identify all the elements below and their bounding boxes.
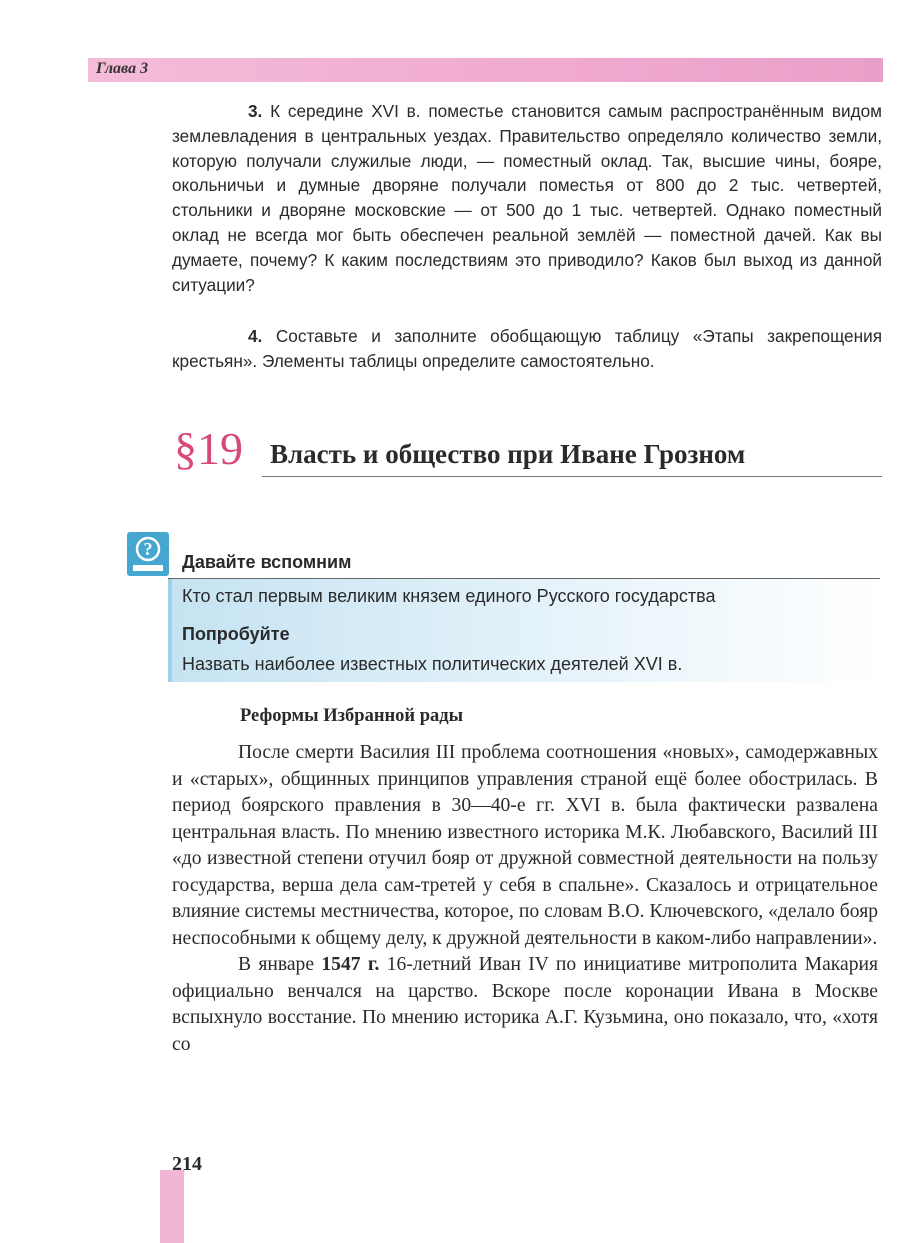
section-number: §19 <box>174 423 243 474</box>
recall-divider <box>168 578 880 579</box>
paragraph-2-date: 1547 г. <box>321 954 380 975</box>
try-heading: Попробуйте <box>182 624 290 644</box>
paragraph-1: После смерти Василия III проблема соотношения «новых», самодержавных и «старых», общинных принципов управления страной ещё более обострилась. В период боярского правления в 30—40-е гг. XVI в. была фактически развалена центральная власть. По мнению известного историка М.К. Любавского, Василий III «до известной степени отучил бояр от дружной совместной деятельности на пользу государства, верша дела сам-третей у себя в спальне». Сказалось и отрицательное влияние системы местничества, которое, по словам В.О. Ключевского, «делало бояр неспособными к общему делу, к дружной деятельности в каком-либо направлении». <box>172 742 878 949</box>
question-4-number: 4. <box>248 326 263 346</box>
chapter-label: Глава 3 <box>96 60 149 77</box>
question-3 <box>172 99 882 297</box>
main-text <box>172 740 878 1058</box>
recall-question: Кто стал первым великим князем единого Русского государства <box>182 586 716 606</box>
recall-heading: Давайте вспомним <box>182 552 352 572</box>
section-title: Власть и общество при Иване Грозном <box>270 439 746 469</box>
page-edge-stripe <box>160 1170 184 1243</box>
paragraph-2-rest: 16-летний Иван IV по инициативе митрополита Макария официально венчался на царство. Вскоре после коронации Ивана в Москве вспыхнуло восстание. По мнению историка А.Г. Кузьмина, оно показало, что, «хотя со <box>172 954 878 1055</box>
paragraph-2-start: В январе <box>238 954 322 975</box>
svg-text:?: ? <box>143 539 153 559</box>
page-number: 214 <box>172 1153 202 1175</box>
try-task: Назвать наиболее известных политических деятелей XVI в. <box>182 654 683 674</box>
chapter-header-band <box>88 58 883 82</box>
title-divider <box>262 476 882 477</box>
subsection-title: Реформы Избранной рады <box>240 706 464 726</box>
question-4 <box>172 324 882 374</box>
paragraph-2 <box>172 952 878 1058</box>
question-icon <box>127 532 169 576</box>
question-4-text: Составьте и заполните обобщающую таблицу «Этапы закрепощения крестьян». Элементы таблицы определите самостоятельно. <box>172 326 883 371</box>
question-3-text: К середине XVI в. поместье становится самым распространённым видом землевладения в центральных уездах. Правительство определяло количество земли, которую получали служилые люди, — поместный оклад. Так, высшие чины, бояре, окольничьи и думные дворяне получали поместья от 800 до 2 тыс. четвертей, стольники и дворяне московские — от 500 до 1 тыс. четвертей. Однако поместный оклад не всегда мог быть обеспечен реальной землёй — поместной дачей. Как вы думаете, почему? К каким последствиям это приводило? Каков был выход из данной ситуации? <box>172 101 882 295</box>
question-3-number: 3. <box>248 101 263 121</box>
